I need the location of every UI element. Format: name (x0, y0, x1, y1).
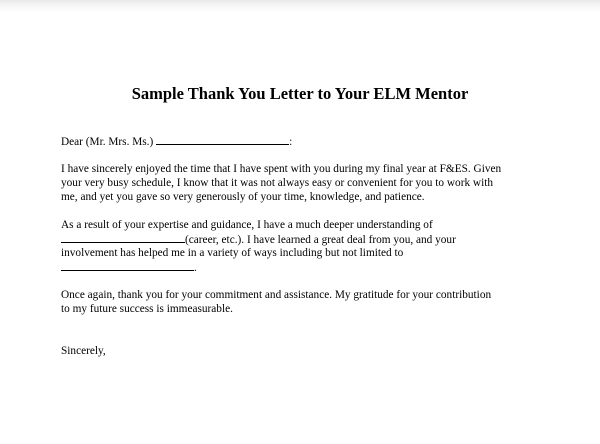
career-blank (61, 232, 185, 243)
paragraph-3 (61, 288, 491, 316)
paragraph-2-line: (career, etc.). I have learned a great deal from you, and your (185, 234, 456, 246)
paragraph-1-line: I have sincerely enjoyed the time that I have spent with you during my final year at F&ES. Given (61, 163, 502, 175)
paragraph-1 (61, 162, 501, 204)
paragraph-1-line: me, and yet you gave so very generously of your time, knowledge, and patience. (61, 191, 425, 203)
paragraph-2-end: . (194, 262, 197, 274)
ways-blank (61, 260, 194, 271)
paragraph-2-line: involvement has helped me in a variety of ways including but not limited to (61, 247, 404, 259)
salutation-prefix: Dear (Mr. Mrs. Ms.) (61, 136, 157, 148)
salutation-suffix: : (289, 136, 293, 148)
paragraph-1-line: your very busy schedule, I know that it was not always easy or convenient for you to work with (61, 177, 494, 189)
closing: Sincerely, (61, 345, 106, 357)
paragraph-2-line: As a result of your expertise and guidance, I have a much deeper understanding of (61, 219, 433, 231)
letter-title: Sample Thank You Letter to Your ELM Mentor (131, 84, 469, 103)
paragraph-3-line: Once again, thank you for your commitment and assistance. My gratitude for your contribution (61, 289, 492, 301)
salutation (61, 134, 292, 148)
paragraph-2 (61, 218, 456, 274)
paragraph-3-line: to my future success is immeasurable. (61, 303, 233, 315)
mentor-name-blank (156, 134, 289, 145)
